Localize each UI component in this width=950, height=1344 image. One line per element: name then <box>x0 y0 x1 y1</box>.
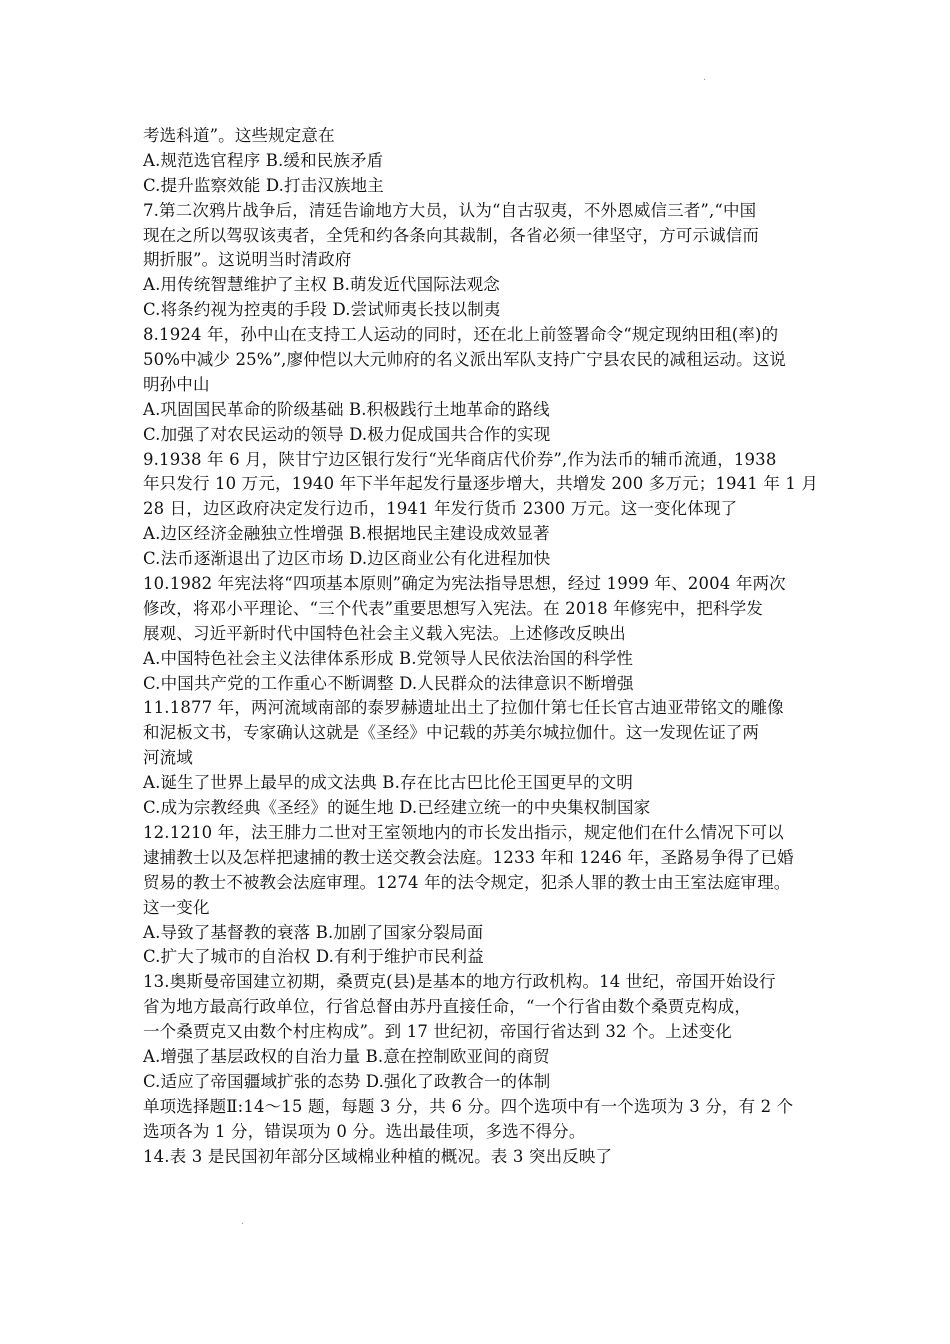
bottom-mark: · <box>241 1219 245 1230</box>
q10-stem-line-1: 10.1982 年宪法将“四项基本原则”确定为宪法指导思想，经过 1999 年、2004 年两次 <box>143 574 786 594</box>
q11-stem-line-1: 11.1877 年，两河流域南部的泰罗赫遗址出土了拉伽什第七任长官古迪亚带铭文的雕像 <box>143 698 784 718</box>
q12-stem-line-2: 逮捕教士以及怎样把逮捕的教士送交教会法庭。1233 年和 1246 年，圣路易争得了已婚 <box>143 847 794 867</box>
q8-stem-line-1: 8.1924 年，孙中山在支持工人运动的同时，还在北上前签署命令“规定现纳田租(率)的 <box>143 325 779 345</box>
q13-stem-line-3: 一个桑贾克又由数个村庄构成”。到 17 世纪初，帝国行省达到 32 个。上述变化 <box>143 1022 732 1042</box>
q6-options-ab: A.规范选官程序 B.缓和民族矛盾 <box>143 150 384 170</box>
q8-options-cd: C.加强了对农民运动的领导 D.极力促成国共合作的实现 <box>143 424 551 444</box>
section-instructions-line-2: 选项各为 1 分，错误项为 0 分。选出最佳项，多选不得分。 <box>143 1121 586 1141</box>
q10-stem-line-3: 展观、习近平新时代中国特色社会主义载入宪法。上述修改反映出 <box>143 623 626 643</box>
q6-options-cd: C.提升监察效能 D.打击汉族地主 <box>143 175 384 195</box>
q11-stem-line-3: 河流域 <box>143 748 193 768</box>
q13-stem-line-2: 省为地方最高行政单位，行省总督由苏丹直接任命，“一个行省由数个桑贾克构成， <box>143 997 751 1017</box>
q12-stem-line-4: 这一变化 <box>143 897 210 917</box>
q9-stem-line-1: 9.1938 年 6 月，陕甘宁边区银行发行“光华商店代价券”,作为法币的辅币流通，1938 <box>143 449 777 469</box>
q12-options-ab: A.导致了基督教的衰落 B.加剧了国家分裂局面 <box>143 922 484 942</box>
q8-options-ab: A.巩固国民革命的阶级基础 B.积极践行土地革命的路线 <box>143 399 550 419</box>
top-mark: · <box>703 75 707 86</box>
section-instructions-line-1: 单项选择题Ⅱ:14～15 题，每题 3 分，共 6 分。四个选项中有一个选项为 3 分，有 2 个 <box>143 1096 794 1116</box>
q6-stem-end: 考选科道”。这些规定意在 <box>143 126 335 145</box>
q7-options-cd: C.将条约视为控夷的手段 D.尝试师夷长技以制夷 <box>143 300 501 320</box>
q13-stem-line-1: 13.奥斯曼帝国建立初期，桑贾克(县)是基本的地方行政机构。14 世纪，帝国开始设行 <box>143 972 776 992</box>
q11-options-cd: C.成为宗教经典《圣经》的诞生地 D.已经建立统一的中央集权制国家 <box>143 798 651 818</box>
q14-stem-line-1: 14.表 3 是民国初年部分区域棉业种植的概况。表 3 突出反映了 <box>143 1146 613 1166</box>
q12-stem-line-3: 贸易的教士不被教会法庭审理。1274 年的法令规定，犯杀人罪的教士由王室法庭审理。 <box>143 872 791 892</box>
q13-options-ab: A.增强了基层政权的自治力量 B.意在控制欧亚间的商贸 <box>143 1046 550 1066</box>
q10-stem-line-2: 修改，将邓小平理论、“三个代表”重要思想写入宪法。在 2018 年修宪中，把科学发 <box>143 598 764 618</box>
document-body <box>143 124 819 1169</box>
q11-options-ab: A.诞生了世界上最早的成文法典 B.存在比古巴比伦王国更早的文明 <box>143 773 634 793</box>
q12-options-cd: C.扩大了城市的自治权 D.有利于维护市民利益 <box>143 947 484 967</box>
q8-stem-line-3: 明孙中山 <box>143 374 210 394</box>
q9-stem-line-2: 年只发行 10 万元，1940 年下半年起发行量逐步增大，共增发 200 多万元；1941 年 1 月 <box>143 474 819 494</box>
q9-stem-line-3: 28 日，边区政府决定发行边币，1941 年发行货币 2300 万元。这一变化体现了 <box>143 499 738 519</box>
q12-stem-line-1: 12.1210 年，法王腓力二世对王室领地内的市长发出指示，规定他们在什么情况下可以 <box>143 822 784 842</box>
q7-options-ab: A.用传统智慧维护了主权 B.萌发近代国际法观念 <box>143 275 500 295</box>
q8-stem-line-2: 50%中减少 25%”,廖仲恺以大元帅府的名义派出军队支持广宁县农民的减租运动。这说 <box>143 350 787 370</box>
q10-options-cd: C.中国共产党的工作重心不断调整 D.人民群众的法律意识不断增强 <box>143 673 634 693</box>
q9-options-cd: C.法币逐渐退出了边区市场 D.边区商业公有化进程加快 <box>143 549 551 569</box>
q7-stem-line-3: 期折服”。这说明当时清政府 <box>143 250 352 270</box>
q7-stem-line-2: 现在之所以驾驭该夷者，全凭和约各条向其裁制，各省必须一律坚守，方可示诚信而 <box>143 225 760 245</box>
q10-options-ab: A.中国特色社会主义法律体系形成 B.党领导人民依法治国的科学性 <box>143 648 634 668</box>
q13-options-cd: C.适应了帝国疆域扩张的态势 D.强化了政教合一的体制 <box>143 1071 551 1091</box>
q9-options-ab: A.边区经济金融独立性增强 B.根据地民主建设成效显著 <box>143 524 550 544</box>
q11-stem-line-2: 和泥板文书，专家确认这就是《圣经》中记载的苏美尔城拉伽什。这一发现佐证了两 <box>143 723 760 743</box>
q7-stem-line-1: 7.第二次鸦片战争后，清廷告谕地方大员，认为“自古驭夷，不外恩威信三者”,“中国 <box>143 200 757 220</box>
